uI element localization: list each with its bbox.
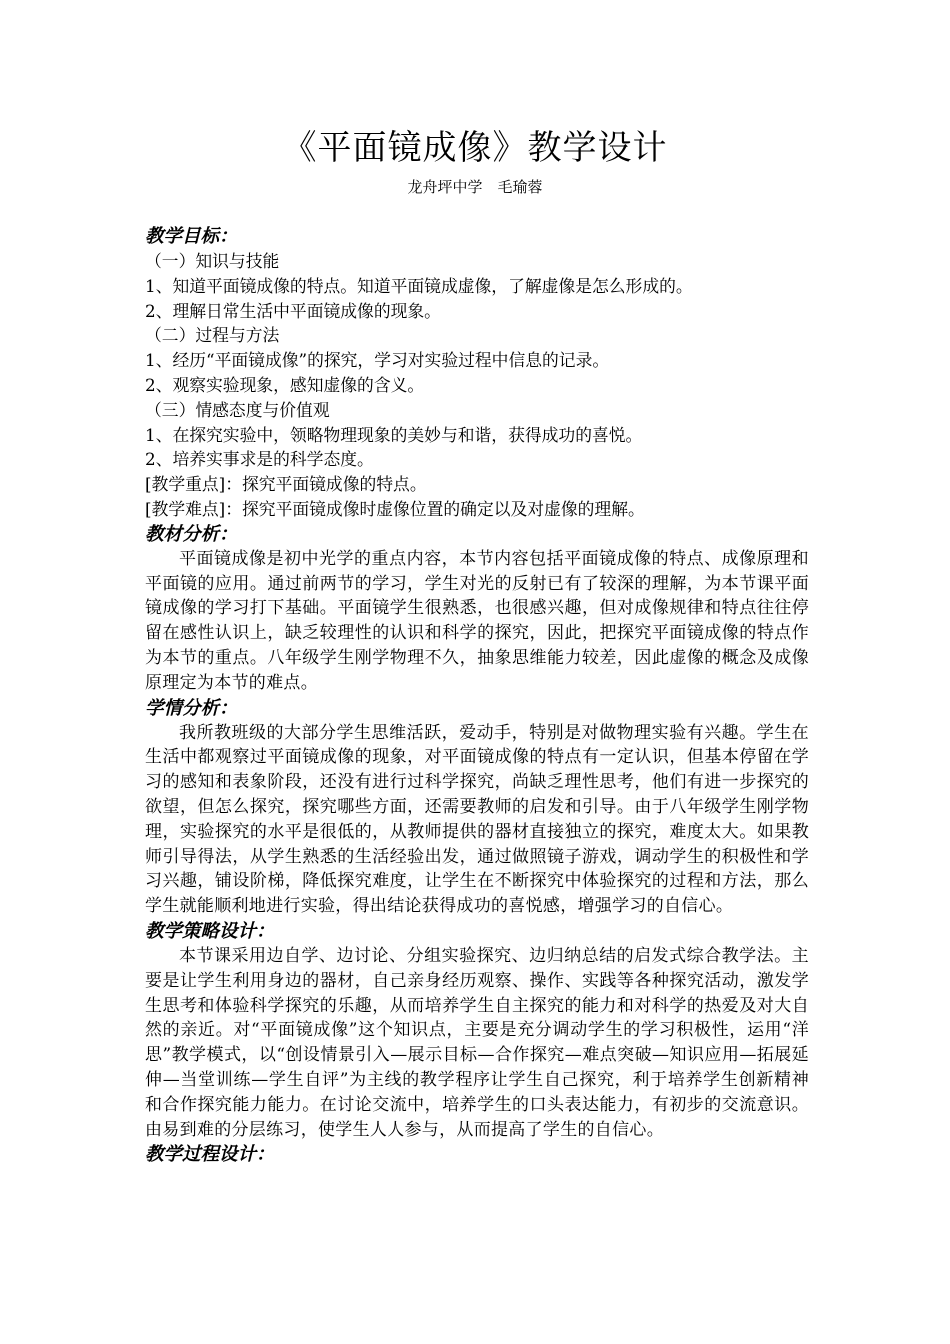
teaching-difficult-point: [教学难点]：探究平面镜成像时虚像位置的确定以及对虚像的理解。 (145, 498, 645, 519)
section-heading-process: 教学过程设计： (145, 1144, 275, 1166)
section-process-design (145, 1142, 809, 1167)
teaching-key-point: [教学重点]：探究平面镜成像的特点。 (145, 474, 427, 495)
section-teaching-goals (145, 224, 809, 522)
goals-item: 1、在探究实验中，领略物理现象的美妙与和谐，获得成功的喜悦。 (145, 424, 643, 445)
strategy-paragraph: 本节课采用边自学、边讨论、分组实验探究、边归纳总结的启发式综合教学法。主要是让学生利用身边的器材，自己亲身经历观察、操作、实践等各种探究活动，激发学生思考和体验科学探究的乐趣，从而培养学生自主探究的能力和对科学的热爱及对大自然的亲近。对“平面镜成像”这个知识点，主要是充分调动学生的学习积极性，运用“洋思”教学模式，以“创设情景引入—展示目标—合作探究—难点突破—知识应用—拓展延伸—当堂训练—学生自评”为主线的教学程序让学生自己探究，利于培养学生创新精神和合作探究能力能力。在讨论交流中，培养学生的口头表达能力，有初步的交流意识。由易到难的分层练习，使学生人人参与，从而提高了学生的自信心。 (145, 945, 809, 1140)
goals-item: 2、观察实验现象，感知虚像的含义。 (145, 374, 425, 395)
material-paragraph: 平面镜成像是初中光学的重点内容，本节内容包括平面镜成像的特点、成像原理和平面镜的应用。通过前两节的学习，学生对光的反射已有了较深的理解，为本节课平面镜成像的学习打下基础。平面镜学生很熟悉，也很感兴趣，但对成像规律和特点往往停留在感性认识上，缺乏较理性的认识和科学的探究，因此，把探究平面镜成像的特点作为本节的重点。八年级学生刚学物理不久，抽象思维能力较差，因此虚像的概念及成像原理定为本节的难点。 (145, 548, 809, 693)
goals-subheading-attitude: （三）情感态度与价值观 (145, 399, 330, 420)
section-student-analysis (145, 696, 809, 919)
goals-item: 2、理解日常生活中平面镜成像的现象。 (145, 300, 441, 321)
section-heading-students: 学情分析： (145, 697, 238, 719)
goals-subheading-process: （二）过程与方法 (145, 325, 280, 346)
section-heading-goals: 教学目标： (145, 226, 238, 247)
goals-item: 2、培养实事求是的科学态度。 (145, 449, 374, 470)
page-title: 《平面镜成像》教学设计 (282, 128, 668, 168)
goals-item: 1、知道平面镜成像的特点。知道平面镜成虚像，了解虚像是怎么形成的。 (145, 275, 693, 296)
section-strategy-design (145, 919, 809, 1142)
section-heading-material: 教材分析： (145, 523, 238, 545)
section-material-analysis (145, 522, 809, 696)
author-line: 龙舟坪中学 毛瑜蓉 (407, 178, 543, 196)
goals-subheading-knowledge: （一）知识与技能 (145, 251, 280, 271)
students-paragraph: 我所教班级的大部分学生思维活跃，爱动手，特别是对做物理实验有兴趣。学生在生活中都观察过平面镜成像的现象，对平面镜成像的特点有一定认识，但基本停留在学习的感知和表象阶段，还没有进行过科学探究，尚缺乏理性思考，他们有进一步探究的欲望，但怎么探究，探究哪些方面，还需要教师的启发和引导。由于八年级学生刚学物理，实验探究的水平是很低的，从教师提供的器材直接独立的探究，难度太大。如果教师引导得法，从学生熟悉的生活经验出发，通过做照镜子游戏，调动学生的积极性和学习兴趣，铺设阶梯，降低探究难度，让学生在不断探究中体验探究的过程和方法，那么学生就能顺利地进行实验，得出结论获得成功的喜悦感，增强学习的自信心。 (145, 722, 809, 917)
document-body (145, 224, 809, 1167)
section-heading-strategy: 教学策略设计： (145, 920, 275, 942)
goals-item: 1、经历“平面镜成像”的探究，学习对实验过程中信息的记录。 (145, 350, 610, 371)
